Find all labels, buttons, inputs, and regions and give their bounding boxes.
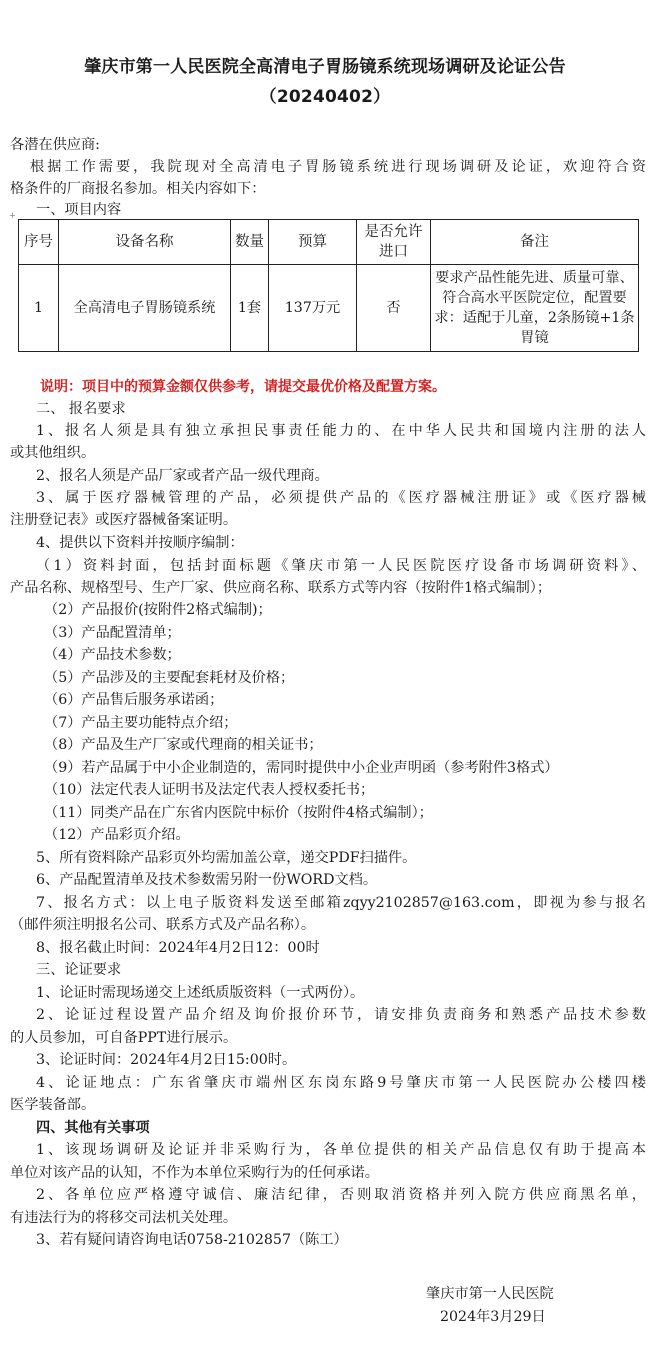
req-1-line-1: 1、报名人须是具有独立承担民事责任能力的、在中华人民共和国境内注册的法人	[36, 423, 646, 439]
req-3-line-1: 3、属于医疗器械管理的产品，必须提供产品的《医疗器械注册证》或《医疗器械	[36, 490, 646, 506]
demo-req-1: 1、论证时需现场递交上述纸质版资料（一式两份）。	[36, 985, 365, 1001]
item-8: （8）产品及生产厂家或代理商的相关证书；	[44, 737, 323, 753]
req-7-line-1: 7、报名方式：以上电子版资料发送至邮箱zqyy2102857@163.com，即视为参与报名	[36, 895, 646, 911]
item-11: （11）同类产品在广东省内医院中标价（按附件4格式编制）；	[44, 805, 433, 821]
header-no: 序号	[19, 220, 59, 265]
req-2: 2、报名人须是产品厂家或者产品一级代理商。	[36, 468, 329, 484]
demo-req-2-line-1: 2、论证过程设置产品介绍及询价报价环节，请安排负责商务和熟悉产品技术参数	[36, 1007, 646, 1023]
demo-req-4-line-2: 医学装备部。	[10, 1097, 96, 1113]
other-2-line-1: 2、各单位应严格遵守诚信、廉洁纪律，否则取消资格并列入院方供应商黑名单，	[36, 1187, 646, 1203]
req-3-line-2: 注册登记表》或医疗器械备案证明。	[10, 512, 238, 528]
other-1-line-1: 1、该现场调研及论证并非采购行为，各单位提供的相关产品信息仅有助于提高本	[36, 1142, 646, 1158]
other-1-line-2: 单位对该产品的认知，不作为本单位采购行为的任何承诺。	[10, 1165, 379, 1181]
req-1-line-2: 或其他组织。	[10, 445, 96, 461]
item-1-line-1: （1）资料封面，包括封面标题《肇庆市第一人民医院医疗设备市场调研资料》、	[36, 558, 646, 574]
header-remark: 备注	[431, 220, 639, 265]
cell-import-allowed: 否	[357, 265, 431, 352]
item-2: （2）产品报价(按附件2格式编制)；	[44, 602, 272, 618]
section-3-title: 三、论证要求	[36, 962, 122, 978]
req-5: 5、所有资料除产品彩页外均需加盖公章，递交PDF扫描件。	[36, 850, 417, 866]
other-2-line-2: 有违法行为的将移交司法机关处理。	[10, 1210, 238, 1226]
cell-quantity: 1套	[231, 265, 269, 352]
page-title: 肇庆市第一人民医院全高清电子胃肠镜系统现场调研及论证公告	[84, 57, 566, 77]
item-7: （7）产品主要功能特点介绍；	[44, 715, 238, 731]
table-anchor-icon: +	[9, 211, 16, 220]
req-6: 6、产品配置清单及技术参数需另附一份WORD文档。	[36, 872, 378, 888]
item-12: （12）产品彩页介绍。	[44, 827, 190, 843]
header-quantity: 数量	[231, 220, 269, 265]
greeting: 各潜在供应商:	[10, 137, 100, 153]
item-10: （10）法定代表人证明书及法定代表人授权委托书；	[44, 782, 375, 798]
section-2-title: 二、 报名要求	[36, 401, 126, 417]
item-3: （3）产品配置清单；	[44, 625, 181, 641]
intro-line-1: 根据工作需要，我院现对全高清电子胃肠镜系统进行现场调研及论证，欢迎符合资	[30, 159, 646, 175]
cell-no: 1	[19, 265, 59, 352]
item-1-line-2: 产品名称、规格型号、生产厂家、供应商名称、联系方式等内容（按附件1格式编制）；	[10, 580, 552, 596]
header-import-allowed: 是否允许进口	[357, 220, 431, 265]
req-8: 8、报名截止时间：2024年4月2日12：00时	[36, 940, 320, 956]
cell-budget: 137万元	[269, 265, 357, 352]
header-budget: 预算	[269, 220, 357, 265]
demo-req-2-line-2: 的人员参加，可自备PPT进行展示。	[10, 1030, 238, 1046]
item-5: （5）产品涉及的主要配套耗材及价格；	[44, 670, 295, 686]
item-9: （9）若产品属于中小企业制造的，需同时提供中小企业声明函（参考附件3格式）	[44, 760, 559, 776]
req-4: 4、提供以下资料并按顺序编制：	[36, 535, 244, 551]
item-4: （4）产品技术参数；	[44, 647, 181, 663]
other-3: 3、若有疑问请咨询电话0758-2102857（陈工）	[36, 1232, 348, 1248]
cell-device-name: 全高清电子胃肠镜系统	[59, 265, 231, 352]
signature-date: 2024年3月29日	[440, 1309, 546, 1325]
table-row	[19, 265, 639, 352]
header-device-name: 设备名称	[59, 220, 231, 265]
intro-line-2: 格条件的厂商报名参加。相关内容如下：	[10, 181, 266, 197]
table-header-row	[19, 220, 639, 265]
budget-note: 说明：项目中的预算金额仅供参考，请提交最优价格及配置方案。	[40, 379, 446, 395]
item-6: （6）产品售后服务承诺函；	[44, 692, 224, 708]
section-1-title: 一、项目内容	[36, 202, 122, 218]
signature-organization: 肇庆市第一人民医院	[426, 1286, 554, 1302]
project-table	[18, 219, 639, 352]
demo-req-3: 3、论证时间：2024年4月2日15:00时。	[36, 1052, 297, 1068]
demo-req-4-line-1: 4、论证地点：广东省肇庆市端州区东岗东路9号肇庆市第一人民医院办公楼四楼	[36, 1075, 646, 1091]
section-4-title: 四、其他有关事项	[36, 1120, 150, 1136]
cell-remark: 要求产品性能先进、质量可靠、符合高水平医院定位，配置要求：适配于儿童，2条肠镜+1条胃镜	[431, 265, 639, 352]
req-7-line-2: （邮件须注明报名公司、联系方式及产品名称）。	[10, 917, 316, 933]
notice-number: （20240402）	[259, 87, 391, 107]
